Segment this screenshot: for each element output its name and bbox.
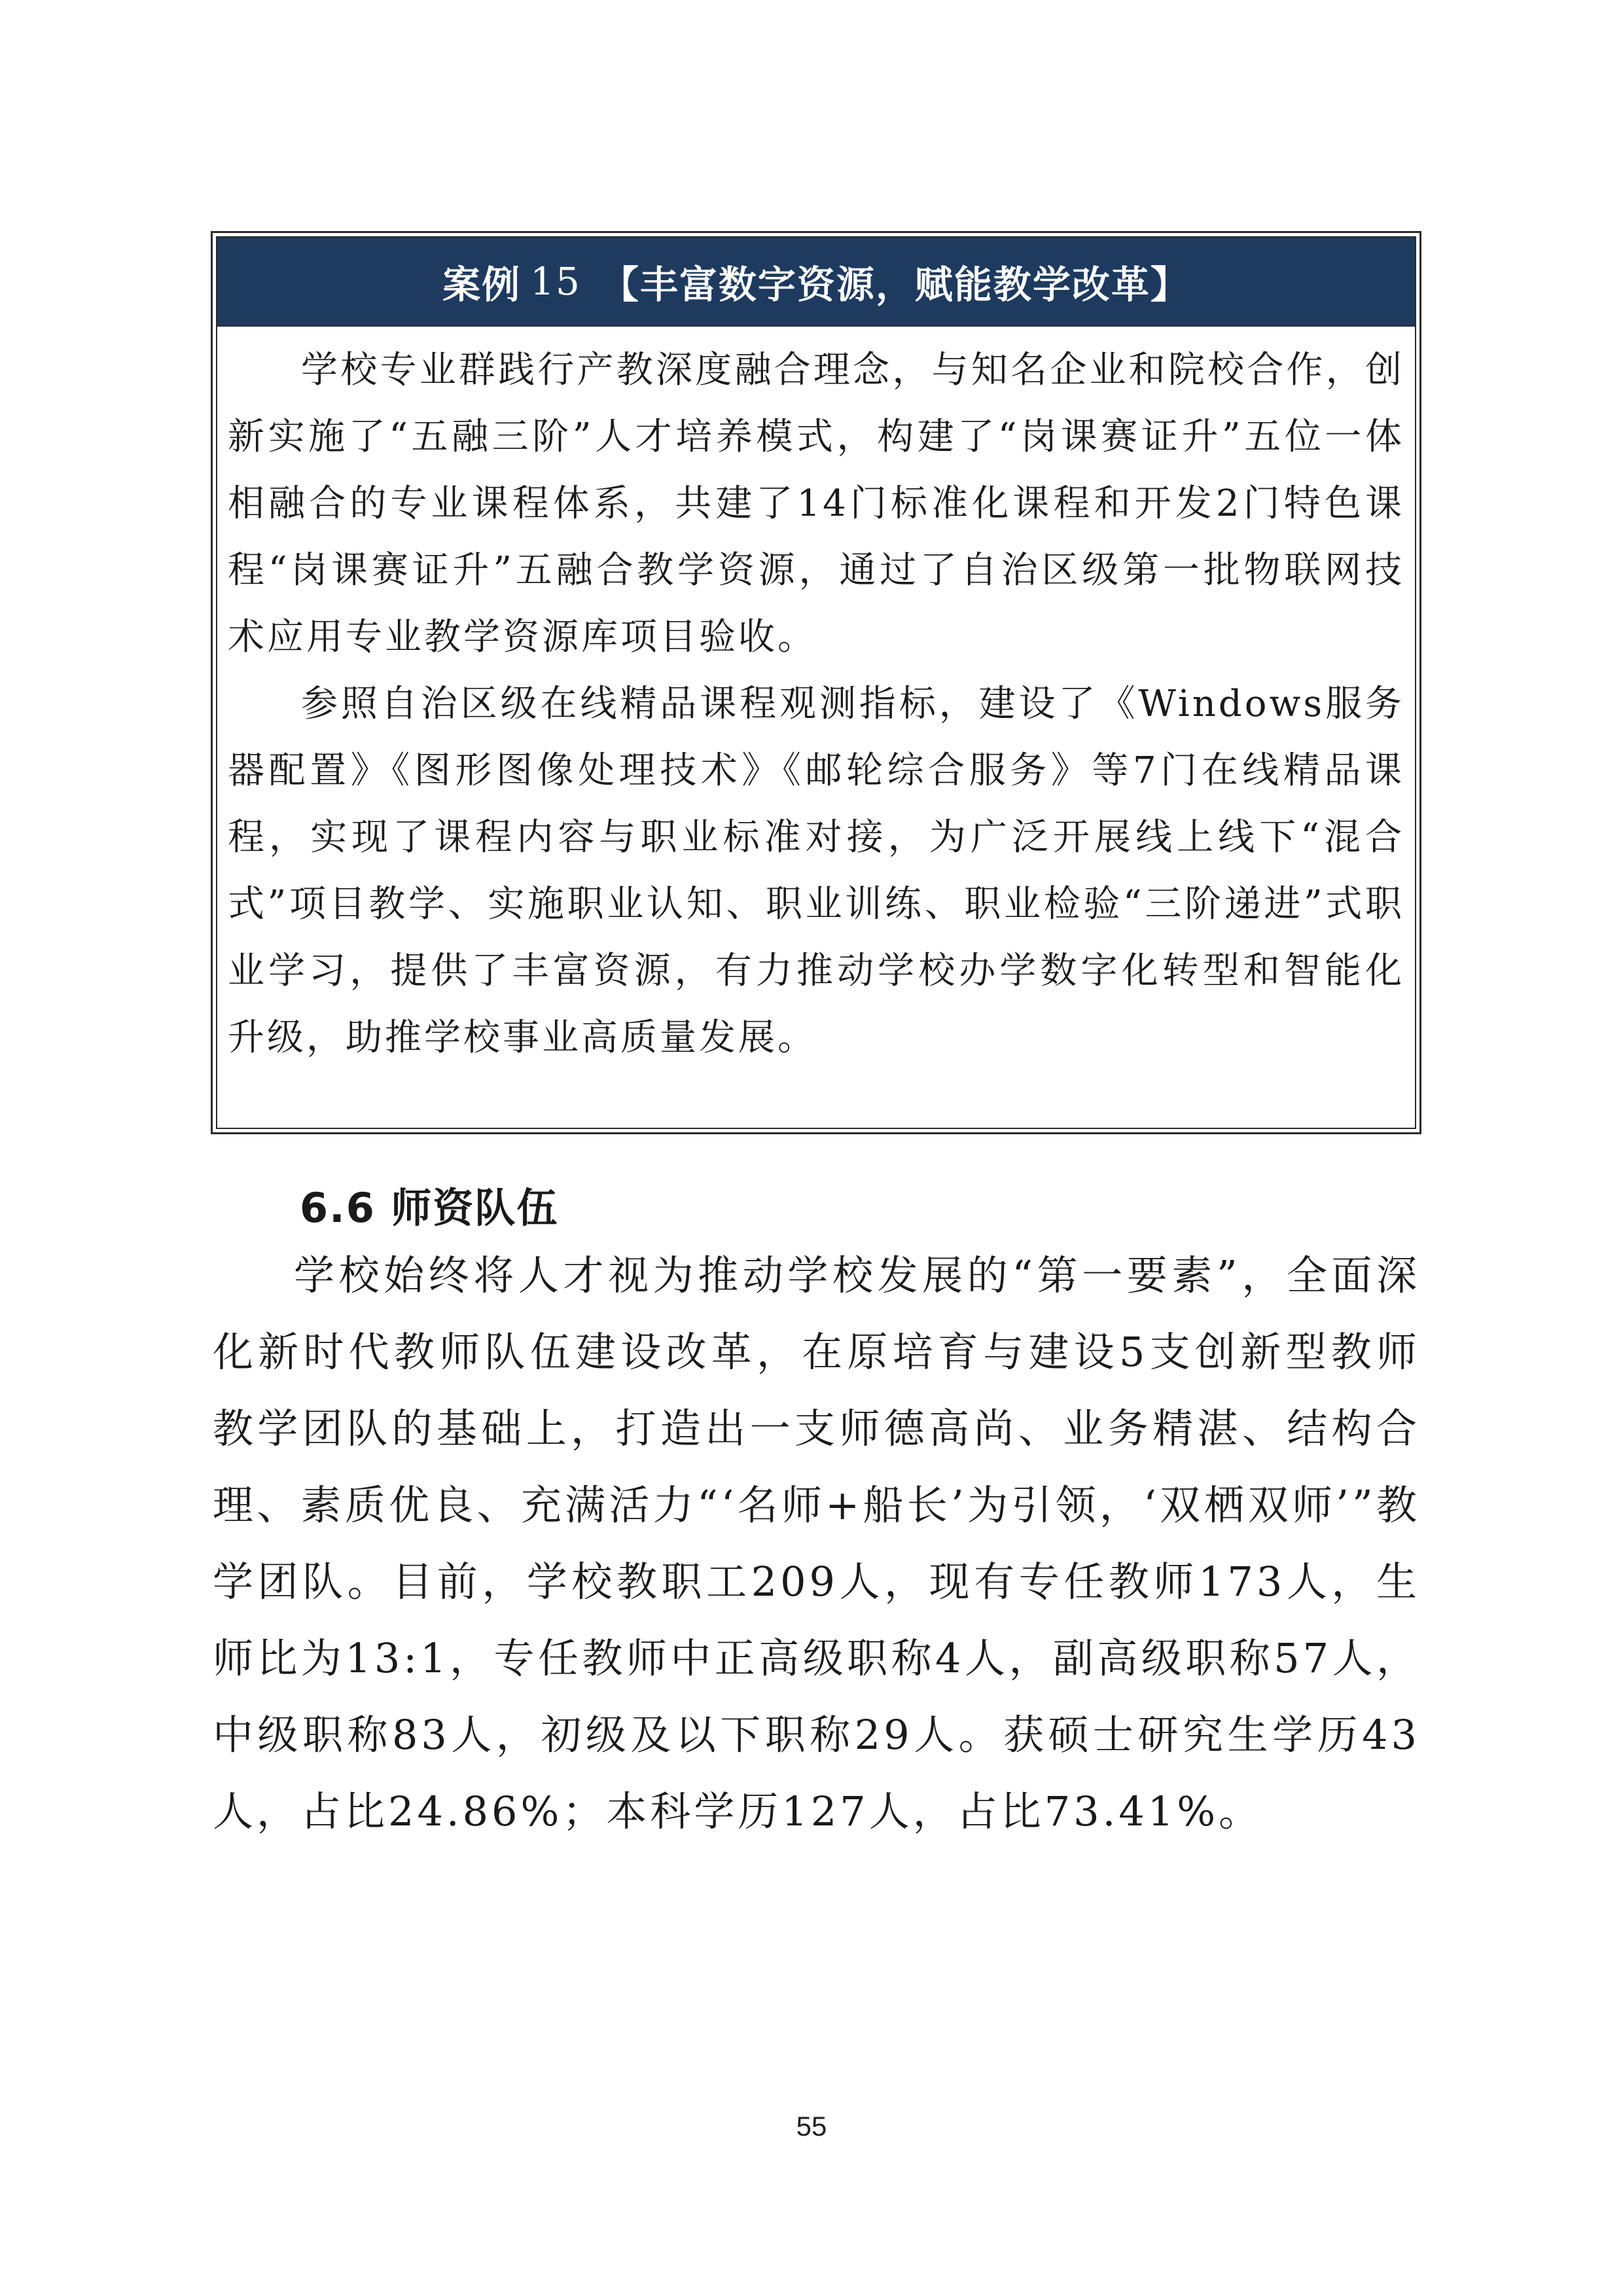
page-number: 55	[796, 2111, 827, 2142]
case-body	[217, 327, 1415, 1071]
section-paragraph: 学校始终将人才视为推动学校发展的“第一要素”，全面深化新时代教师队伍建设改革，在原培育与建设5支创新型教师教学团队的基础上，打造出一支师德高尚、业务精湛、结构合理、素质优良、充满活力“‘名师+船长’为引领，‘双栖双师’”教学团队。目前，学校教职工209人，现有专任教师173人，生师比为13:1，专任教师中正高级职称4人，副高级职称57人，中级职称83人，初级及以下职称29人。获硕士研究生学历43人，占比24.86%；本科学历127人，占比73.41%。	[213, 1251, 1420, 1835]
case-header	[217, 238, 1415, 327]
case-label: 案例	[442, 262, 522, 307]
case-paragraph: 参照自治区级在线精品课程观测指标，建设了《Windows服务器配置》《图形图像处理技术》《邮轮综合服务》等7门在线精品课程，实现了课程内容与职业标准对接，为广泛开展线上线下“混合式”项目教学、实施职业认知、职业训练、职业检验“三阶递进”式职业学习，提供了丰富资源，有力推动学校办学数字化转型和智能化升级，助推学校事业高质量发展。	[228, 683, 1404, 1059]
section-heading: 6.6 师资队伍	[300, 1184, 559, 1232]
case-paragraph: 学校专业群践行产教深度融合理念，与知名企业和院校合作，创新实施了“五融三阶”人才培养模式，构建了“岗课赛证升”五位一体相融合的专业课程体系，共建了14门标准化课程和开发2门特色课程“岗课赛证升”五融合教学资源，通过了自治区级第一批物联网技术应用专业教学资源库项目验收。	[228, 349, 1404, 658]
section-body	[213, 1237, 1420, 1850]
case-number: 15	[530, 259, 581, 304]
case-box-inner	[216, 236, 1416, 1129]
case-title: 【丰富数字资源，赋能教学改革】	[600, 262, 1190, 307]
case-box	[211, 231, 1421, 1134]
